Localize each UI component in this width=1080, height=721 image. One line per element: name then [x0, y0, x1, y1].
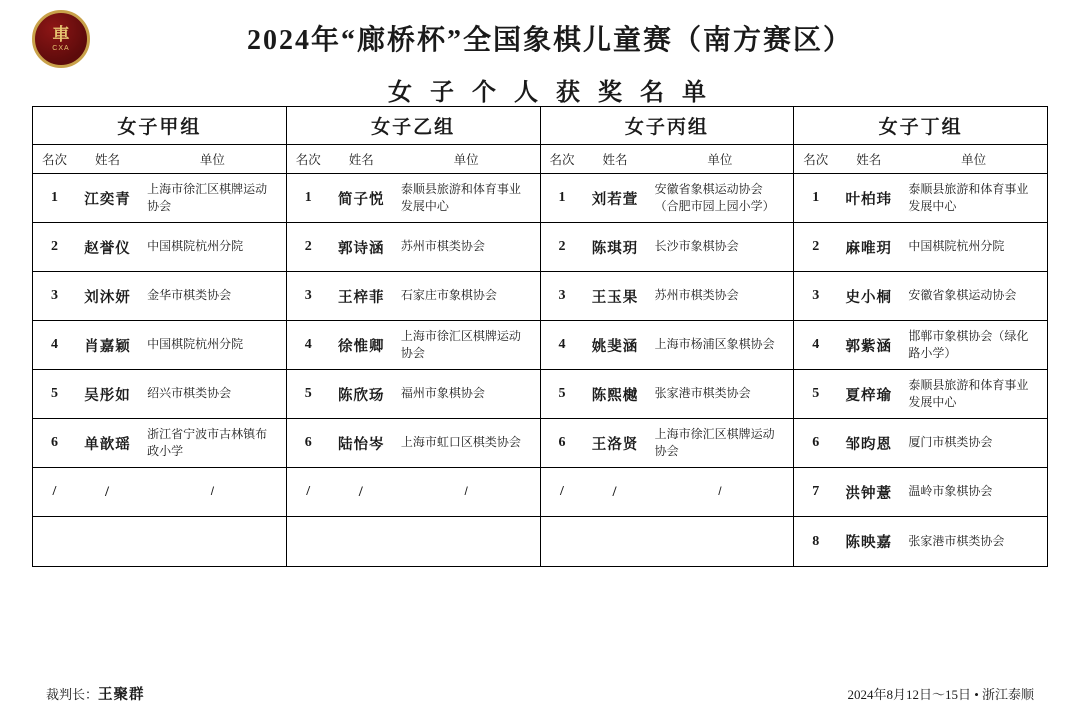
cell-name: 叶柏玮: [845, 191, 893, 208]
cell-unit: 上海市徐汇区棋牌运动协会: [400, 328, 521, 360]
cell-name: 姚斐涵: [591, 338, 639, 355]
cell-unit: 石家庄市象棋协会: [400, 288, 497, 303]
cell-rank: 1: [50, 190, 58, 205]
cell-rank: 2: [812, 239, 820, 254]
page-footer: [0, 673, 1080, 713]
header-unit: 单位: [199, 153, 225, 167]
cell-name: 王梓菲: [338, 289, 385, 306]
referee-block: [46, 683, 145, 704]
cell-name: /: [612, 483, 618, 500]
cell-rank: /: [306, 484, 311, 499]
header-name: 姓名: [95, 153, 121, 167]
cell-rank: 2: [558, 239, 566, 254]
cell-name: 洪钟薏: [845, 485, 893, 502]
table-row: [33, 321, 286, 370]
cell-unit: 金华市棋类协会: [147, 288, 232, 303]
cell-unit: /: [210, 484, 215, 499]
cell-unit: 上海市徐汇区棋牌运动协会: [654, 426, 775, 458]
logo-subtext: CXA: [52, 45, 70, 52]
cell-unit: 苏州市棋类协会: [400, 239, 485, 254]
cell-name: 麻唯玥: [845, 240, 893, 257]
table-row: [33, 174, 286, 223]
table-row: [287, 272, 540, 321]
table-row: [794, 419, 1047, 468]
group-column-bing: [541, 107, 795, 566]
table-row: [794, 174, 1047, 223]
cell-unit: 厦门市棋类协会: [908, 435, 993, 450]
header-name: 姓名: [602, 153, 628, 167]
column-headers: [33, 145, 286, 174]
table-row: [541, 223, 794, 272]
cell-name: /: [358, 483, 364, 500]
cell-unit: 苏州市棋类协会: [654, 288, 739, 303]
cell-unit: 安徽省象棋运动协会: [908, 288, 1017, 303]
cell-unit: 上海市虹口区棋类协会: [400, 435, 521, 450]
group-title: 女子乙组: [287, 107, 540, 145]
cell-rank: 4: [812, 337, 820, 352]
table-row: [287, 321, 540, 370]
cell-name: 刘若萱: [591, 191, 639, 208]
cell-rank: 4: [304, 337, 312, 352]
cell-name: 王玉果: [591, 289, 639, 306]
cell-rank: 5: [812, 386, 820, 401]
cell-name: 刘沐妍: [84, 289, 131, 306]
cell-name: 陈映嘉: [845, 535, 893, 551]
table-row: [33, 468, 286, 517]
table-row: [541, 174, 794, 223]
cell-unit: 泰顺县旅游和体育事业发展中心: [908, 377, 1029, 409]
table-row: [33, 370, 286, 419]
group-title: 女子丁组: [794, 107, 1047, 145]
page-subtitle: 女 子 个 人 获 奖 名 单: [388, 80, 712, 106]
column-headers: [287, 145, 540, 174]
cell-unit: 福州市象棋协会: [400, 386, 485, 401]
cell-name: 陈熙樾: [591, 387, 639, 404]
cell-rank: 5: [558, 386, 566, 401]
referee-name: 王聚群: [98, 686, 145, 703]
cell-name: 徐惟卿: [338, 338, 385, 355]
cell-unit: 中国棋院杭州分院: [908, 239, 1005, 254]
cell-name: 吴彤如: [84, 387, 131, 404]
cell-rank: 3: [304, 288, 312, 303]
cell-unit: 泰顺县旅游和体育事业发展中心: [400, 181, 521, 213]
table-row: [33, 223, 286, 272]
table-row: [287, 174, 540, 223]
cell-unit: 泰顺县旅游和体育事业发展中心: [908, 181, 1029, 213]
group-column-jia: [33, 107, 287, 566]
table-row: [287, 468, 540, 517]
cell-name: 简子悦: [338, 191, 385, 208]
cell-unit: /: [464, 484, 468, 499]
cell-rank: 6: [558, 435, 566, 450]
header-unit: 单位: [961, 153, 987, 167]
date-place: 2024年8月12日～15日 • 浙江泰顺: [847, 686, 1034, 702]
cell-unit: 安徽省象棋运动协会（合肥市园上园小学）: [654, 181, 775, 213]
table-row: [794, 370, 1047, 419]
award-table: [32, 106, 1048, 567]
cxa-logo-icon: [32, 10, 90, 68]
cell-name: 夏梓瑜: [845, 387, 893, 404]
column-headers: [794, 145, 1047, 174]
cell-unit: 邯郸市象棋协会（绿化路小学）: [908, 328, 1029, 360]
header-rank: 名次: [803, 153, 829, 167]
logo-mark: 車: [52, 25, 70, 44]
cell-rank: 7: [812, 484, 820, 499]
table-row: [287, 419, 540, 468]
cell-name: 郭紫涵: [845, 338, 893, 355]
cell-rank: 2: [50, 239, 58, 254]
cell-rank: 4: [558, 337, 566, 352]
header-rank: 名次: [295, 153, 321, 167]
cell-name: 赵誉仪: [84, 240, 131, 257]
cell-rank: 5: [50, 386, 58, 401]
header-unit: 单位: [707, 153, 733, 167]
cell-rank: 5: [304, 386, 312, 401]
table-row: [794, 272, 1047, 321]
cell-name: 江奕青: [84, 191, 131, 208]
cell-unit: 浙江省宁波市古林镇布政小学: [147, 426, 268, 458]
cell-name: 陈琪玥: [591, 240, 639, 257]
cell-unit: /: [718, 484, 722, 499]
cell-name: /: [105, 483, 111, 500]
cell-unit: 上海市杨浦区象棋协会: [654, 337, 775, 352]
cell-name: 肖嘉颖: [84, 338, 131, 355]
cell-name: 邹昀恩: [845, 436, 893, 453]
cell-unit: 中国棋院杭州分院: [147, 239, 244, 254]
cell-rank: 6: [50, 435, 58, 450]
table-row: [794, 321, 1047, 370]
header-unit: 单位: [453, 153, 479, 167]
header-rank: 名次: [41, 153, 67, 167]
table-row: [541, 272, 794, 321]
group-column-yi: [287, 107, 541, 566]
cell-unit: 张家港市棋类协会: [908, 533, 1005, 548]
table-row: [33, 272, 286, 321]
table-row: [287, 370, 540, 419]
cell-rank: 6: [812, 435, 820, 450]
cell-rank: /: [52, 484, 57, 499]
header-rank: 名次: [549, 153, 575, 167]
table-row: [794, 517, 1047, 566]
group-title: 女子甲组: [33, 107, 286, 145]
cell-name: 单歆瑶: [84, 436, 131, 453]
table-row: [287, 517, 540, 566]
cell-name: 陆怡岑: [338, 436, 385, 453]
cell-rank: 4: [50, 337, 58, 352]
table-row: [794, 468, 1047, 517]
cell-rank: 1: [812, 190, 820, 205]
group-title: 女子丙组: [541, 107, 794, 145]
group-column-ding: [794, 107, 1047, 566]
cell-name: 王洛贤: [591, 436, 639, 453]
table-row: [541, 419, 794, 468]
table-row: [794, 223, 1047, 272]
page-title: 2024年“廊桥杯”全国象棋儿童赛（南方赛区）: [246, 25, 853, 56]
table-row: [541, 517, 794, 566]
table-row: [541, 370, 794, 419]
cell-rank: /: [560, 484, 564, 499]
cell-name: 陈欣玚: [338, 387, 385, 404]
cell-rank: 3: [50, 288, 58, 303]
cell-unit: 中国棋院杭州分院: [147, 337, 244, 352]
cell-name: 郭诗涵: [338, 240, 385, 257]
cell-rank: 8: [812, 533, 820, 549]
cell-unit: 绍兴市棋类协会: [147, 386, 232, 401]
table-row: [33, 419, 286, 468]
cell-unit: 张家港市棋类协会: [654, 386, 751, 401]
page-header: [0, 0, 1080, 106]
header-name: 姓名: [348, 153, 374, 167]
table-row: [287, 223, 540, 272]
cell-unit: 上海市徐汇区棋牌运动协会: [147, 181, 268, 213]
column-headers: [541, 145, 794, 174]
cell-unit: 温岭市象棋协会: [908, 484, 993, 499]
cell-rank: 1: [304, 190, 312, 205]
header-name: 姓名: [856, 153, 882, 167]
cell-rank: 2: [304, 239, 312, 254]
cell-name: 史小桐: [845, 289, 893, 306]
table-row: [541, 321, 794, 370]
cell-rank: 1: [558, 190, 566, 205]
table-row: [541, 468, 794, 517]
cell-rank: 3: [812, 288, 820, 303]
cell-unit: 长沙市象棋协会: [654, 239, 739, 254]
referee-label: 裁判长：: [46, 686, 99, 702]
table-row: [33, 517, 286, 566]
cell-rank: 6: [304, 435, 312, 450]
cell-rank: 3: [558, 288, 566, 303]
